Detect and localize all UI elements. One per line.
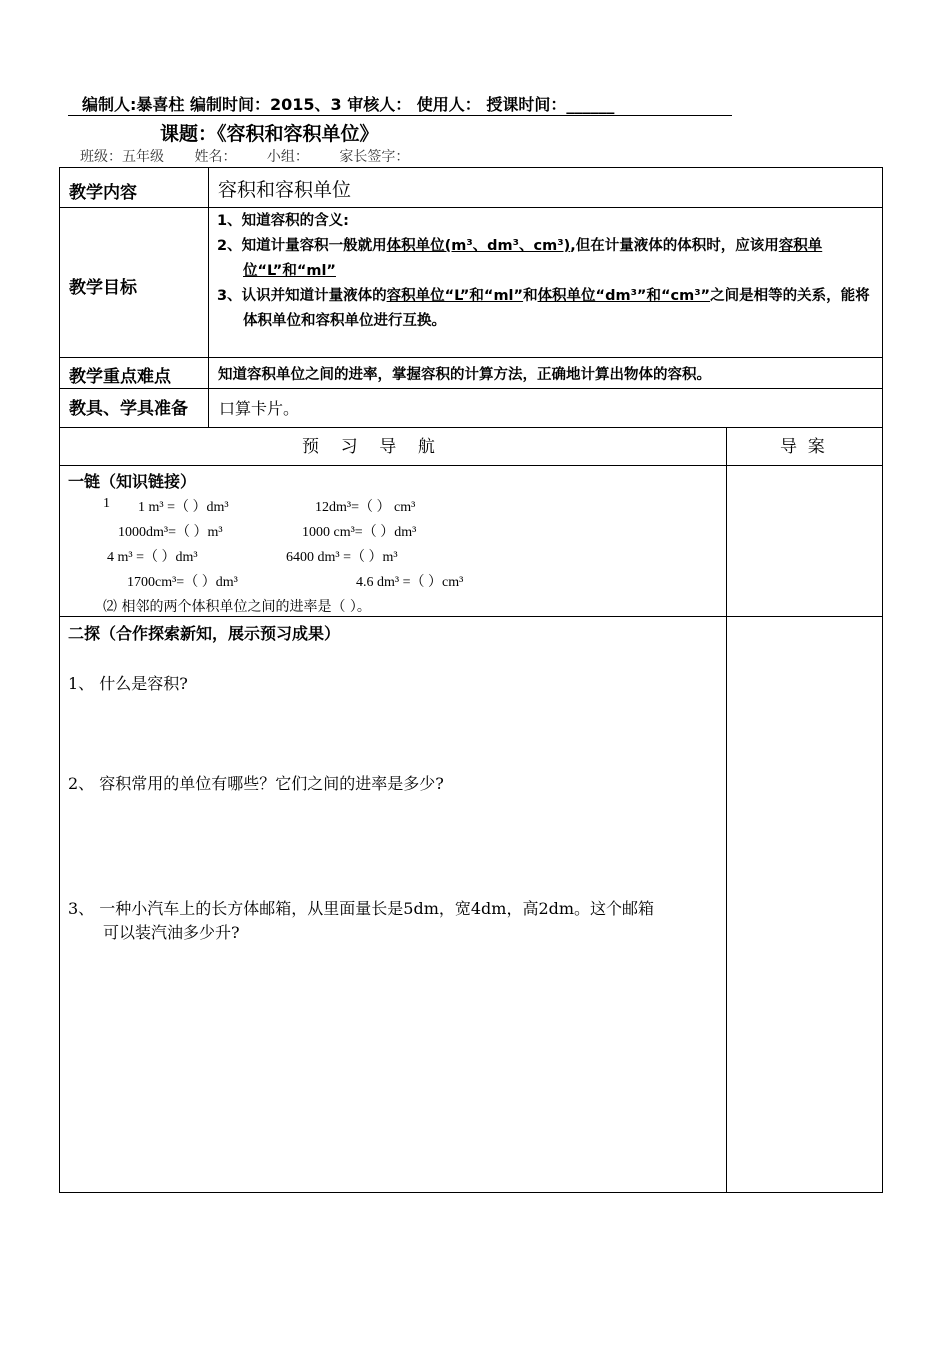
section-knowledge-link-title: 一链（知识链接） — [68, 472, 197, 491]
goal-label: 教学目标 — [69, 278, 137, 298]
goal-3: 3、认识并知道计量液体的容积单位“L”和“ml”和体积单位“dm³”和“cm³”之间是相等的关系，能将体积单位和容积单位进行互换。 — [217, 288, 870, 329]
lesson-title: 课题：《容积和容积单位》 — [160, 123, 379, 145]
content-value: 容积和容积单位 — [218, 179, 352, 201]
goal-2: 2、知道计量容积一般就用体积单位(m³、dm³、cm³),但在计量液体的体积时，应该用容积单位“L”和“ml” — [217, 238, 823, 279]
student-info-line — [80, 146, 435, 166]
key-points-value: 知道容积单位之间的进率，掌握容积的计算方法，正确地计算出物体的容积。 — [218, 367, 711, 383]
section-explore-title: 二探（合作探索新知，展示预习成果） — [68, 624, 341, 643]
name-label: 姓名： — [194, 149, 237, 165]
exercise-5: ⑵ 相邻的两个体积单位之间的进率是（ ）。 — [103, 599, 371, 615]
exercise-3a: 4 m³ =（ ）dm³ — [107, 550, 198, 565]
question-3-line2: 可以装汽油多少升? — [103, 923, 240, 942]
parent-signature-label: 家长签字： — [339, 149, 410, 165]
exercise-4a: 1700cm³=（ ）dm³ — [127, 575, 238, 590]
guide-plan-header: 导 案 — [780, 437, 825, 457]
exercise-number: 1 — [103, 496, 110, 511]
preview-guide-header: 预 习 导 航 — [302, 437, 435, 457]
goal-list — [217, 209, 877, 334]
group-label: 小组： — [266, 149, 309, 165]
exercise-2a: 1000dm³=（ ）m³ — [118, 525, 223, 540]
question-2: 2、 容积常用的单位有哪些？它们之间的进率是多少? — [68, 774, 444, 793]
exercise-3b: 6400 dm³ =（ ）m³ — [286, 550, 398, 565]
tools-value: 口算卡片。 — [219, 399, 300, 418]
key-points-label: 教学重点难点 — [69, 367, 171, 387]
exercise-1a: 1 m³ =（ ）dm³ — [138, 500, 229, 515]
question-1: 1、 什么是容积? — [68, 674, 188, 693]
exercise-2b: 1000 cm³=（ ）dm³ — [302, 525, 417, 540]
document-header-line: 编制人:暴喜柱 编制时间：2015、3 审核人： 使用人： 授课时间：______ — [68, 92, 732, 116]
exercise-4b: 4.6 dm³ =（ ）cm³ — [356, 575, 464, 590]
question-3-line1: 3、 一种小汽车上的长方体邮箱，从里面量长是5dm，宽4dm，高2dm。这个邮箱 — [68, 899, 655, 918]
goal-1: 1、知道容积的含义: — [217, 213, 349, 229]
tools-label: 教具、学具准备 — [69, 399, 188, 419]
class-label: 班级：五年级 — [80, 149, 164, 165]
exercise-1b: 12dm³=（ ） cm³ — [315, 500, 416, 515]
content-label: 教学内容 — [69, 183, 137, 203]
